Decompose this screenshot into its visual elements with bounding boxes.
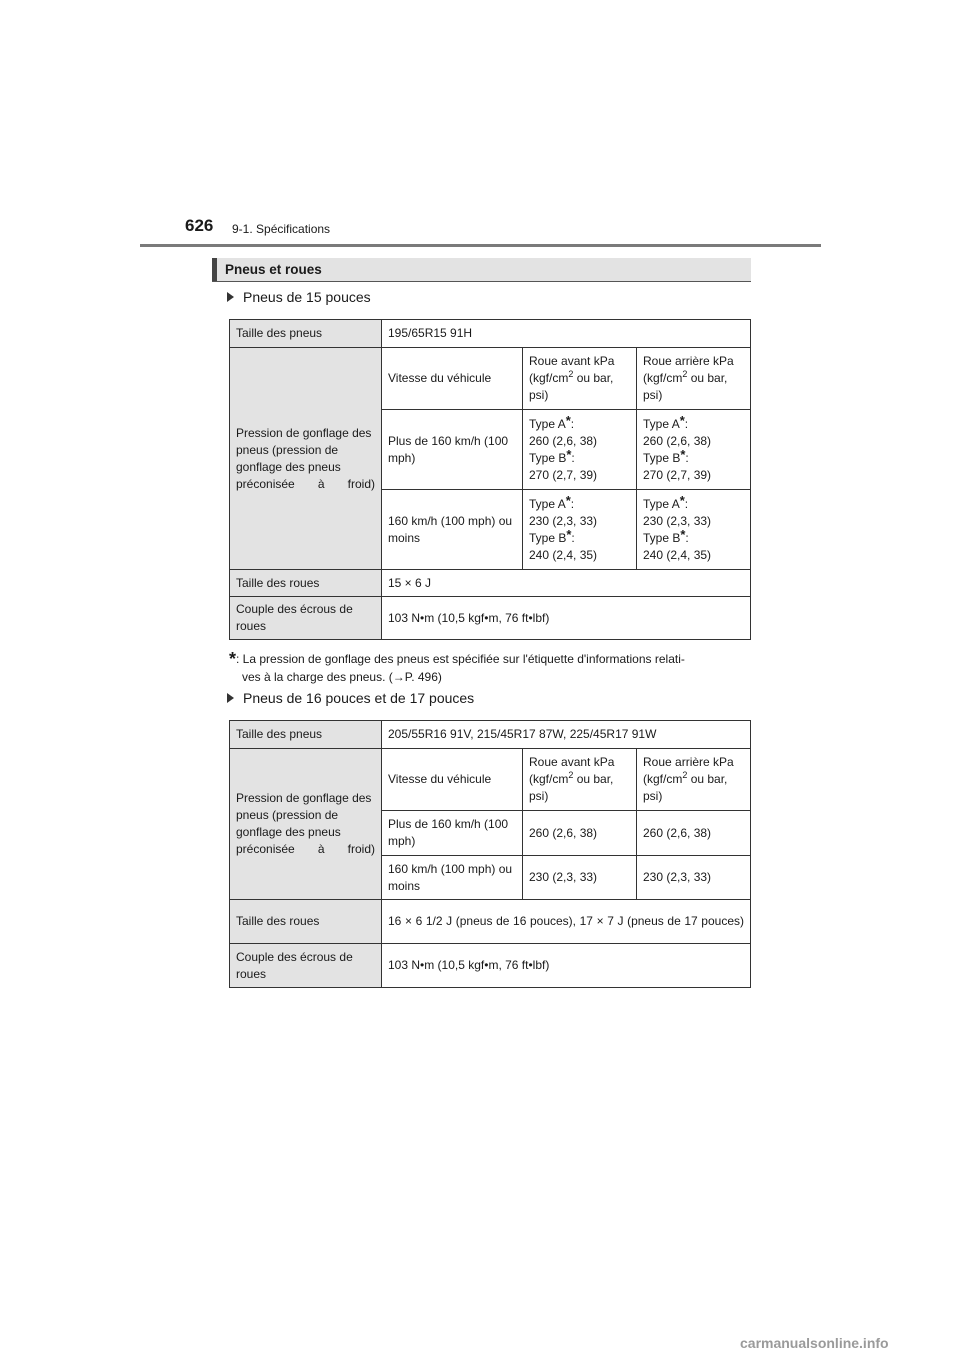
table-row xyxy=(230,570,751,597)
speed-160-or-less: 160 km/h (100 mph) ou moins xyxy=(382,490,523,570)
tire-size-label: Taille des pneus xyxy=(230,320,382,348)
subheading-text: Pneus de 15 pouces xyxy=(243,289,371,305)
footnote-asterisk: * xyxy=(229,649,237,669)
wheel-size-label: Taille des roues xyxy=(230,570,382,597)
table-row xyxy=(230,944,751,988)
tire-size-value: 195/65R15 91H xyxy=(382,320,751,348)
tire-size-value: 205/55R16 91V, 215/45R17 87W, 225/45R17 91W xyxy=(382,721,751,749)
speed-over-160: Plus de 160 km/h (100 mph) xyxy=(382,811,523,856)
wheel-size-label: Taille des roues xyxy=(230,900,382,944)
subheading-text: Pneus de 16 pouces et de 17 pouces xyxy=(243,690,475,706)
subheading-16-17-inch xyxy=(227,690,474,706)
torque-value: 103 N•m (10,5 kgf•m, 76 ft•lbf) xyxy=(382,597,751,640)
section-label: 9-1. Spécifications xyxy=(232,222,331,236)
col-header-rear: Roue arrière kPa ($kgf/cm^2$ ou bar, psi) xyxy=(637,749,751,811)
footnote xyxy=(229,648,751,686)
triangle-bullet-icon xyxy=(227,292,234,302)
footnote-line-1: : La pression de gonflage des pneus est spécifiée sur l'étiquette d'informations relati- xyxy=(236,652,685,666)
spec-table-16-17-inch xyxy=(229,720,751,988)
wheel-size-value: 15 × 6 J xyxy=(382,570,751,597)
footnote-line-2: ves à la charge des pneus. (→P. 496) xyxy=(242,670,442,684)
front-pressure-over-160: 260 (2,6, 38) xyxy=(523,811,637,856)
table-row xyxy=(230,900,751,944)
rear-pressure-over-160: 260 (2,6, 38) xyxy=(637,811,751,856)
header-rule xyxy=(140,244,821,247)
front-pressure-160-or-less: 230 (2,3, 33) xyxy=(523,856,637,900)
speed-over-160: Plus de 160 km/h (100 mph) xyxy=(382,410,523,490)
front-pressure-over-160: Type A*: 260 (2,6, 38) Type B*: 270 (2,7, 39) xyxy=(523,410,637,490)
col-header-rear: Roue arrière kPa ($kgf/cm^2$ ou bar, psi) xyxy=(637,348,751,410)
table-row xyxy=(230,320,751,348)
subheading-15-inch xyxy=(227,289,371,305)
torque-value: 103 N•m (10,5 kgf•m, 76 ft•lbf) xyxy=(382,944,751,988)
torque-label: Couple des écrous de roues xyxy=(230,597,382,640)
tire-size-label: Taille des pneus xyxy=(230,721,382,749)
section-heading-bar xyxy=(212,258,217,281)
section-heading xyxy=(212,258,751,282)
col-header-speed: Vitesse du véhicule xyxy=(382,749,523,811)
col-header-front: Roue avant kPa ($kgf/cm^2$ ou bar, psi) xyxy=(523,348,637,410)
torque-label: Couple des écrous de roues xyxy=(230,944,382,988)
front-pressure-160-or-less: Type A*: 230 (2,3, 33) Type B*: 240 (2,4, 35) xyxy=(523,490,637,570)
rear-pressure-over-160: Type A*: 260 (2,6, 38) Type B*: 270 (2,7, 39) xyxy=(637,410,751,490)
table-row xyxy=(230,597,751,640)
pressure-label: Pression de gonflage des pneus (pression de gonflage des pneus préconisée à froid) xyxy=(230,348,382,570)
wheel-size-value: 16 × 6 1/2 J (pneus de 16 pouces), 17 × 7 J (pneus de 17 pouces) xyxy=(382,900,751,944)
table-row xyxy=(230,749,751,811)
rear-pressure-160-or-less: 230 (2,3, 33) xyxy=(637,856,751,900)
speed-160-or-less: 160 km/h (100 mph) ou moins xyxy=(382,856,523,900)
spec-table-15-inch xyxy=(229,319,751,640)
rear-pressure-160-or-less: Type A*: 230 (2,3, 33) Type B*: 240 (2,4, 35) xyxy=(637,490,751,570)
page-number: 626 xyxy=(185,216,214,235)
pressure-label: Pression de gonflage des pneus (pression de gonflage des pneus préconisée à froid) xyxy=(230,749,382,900)
col-header-speed: Vitesse du véhicule xyxy=(382,348,523,410)
watermark: carmanualsonline.info xyxy=(740,1335,889,1351)
section-heading-text: Pneus et roues xyxy=(225,262,322,277)
col-header-front: Roue avant kPa ($kgf/cm^2$ ou bar, psi) xyxy=(523,749,637,811)
table-row xyxy=(230,348,751,410)
table-row xyxy=(230,721,751,749)
triangle-bullet-icon xyxy=(227,693,234,703)
